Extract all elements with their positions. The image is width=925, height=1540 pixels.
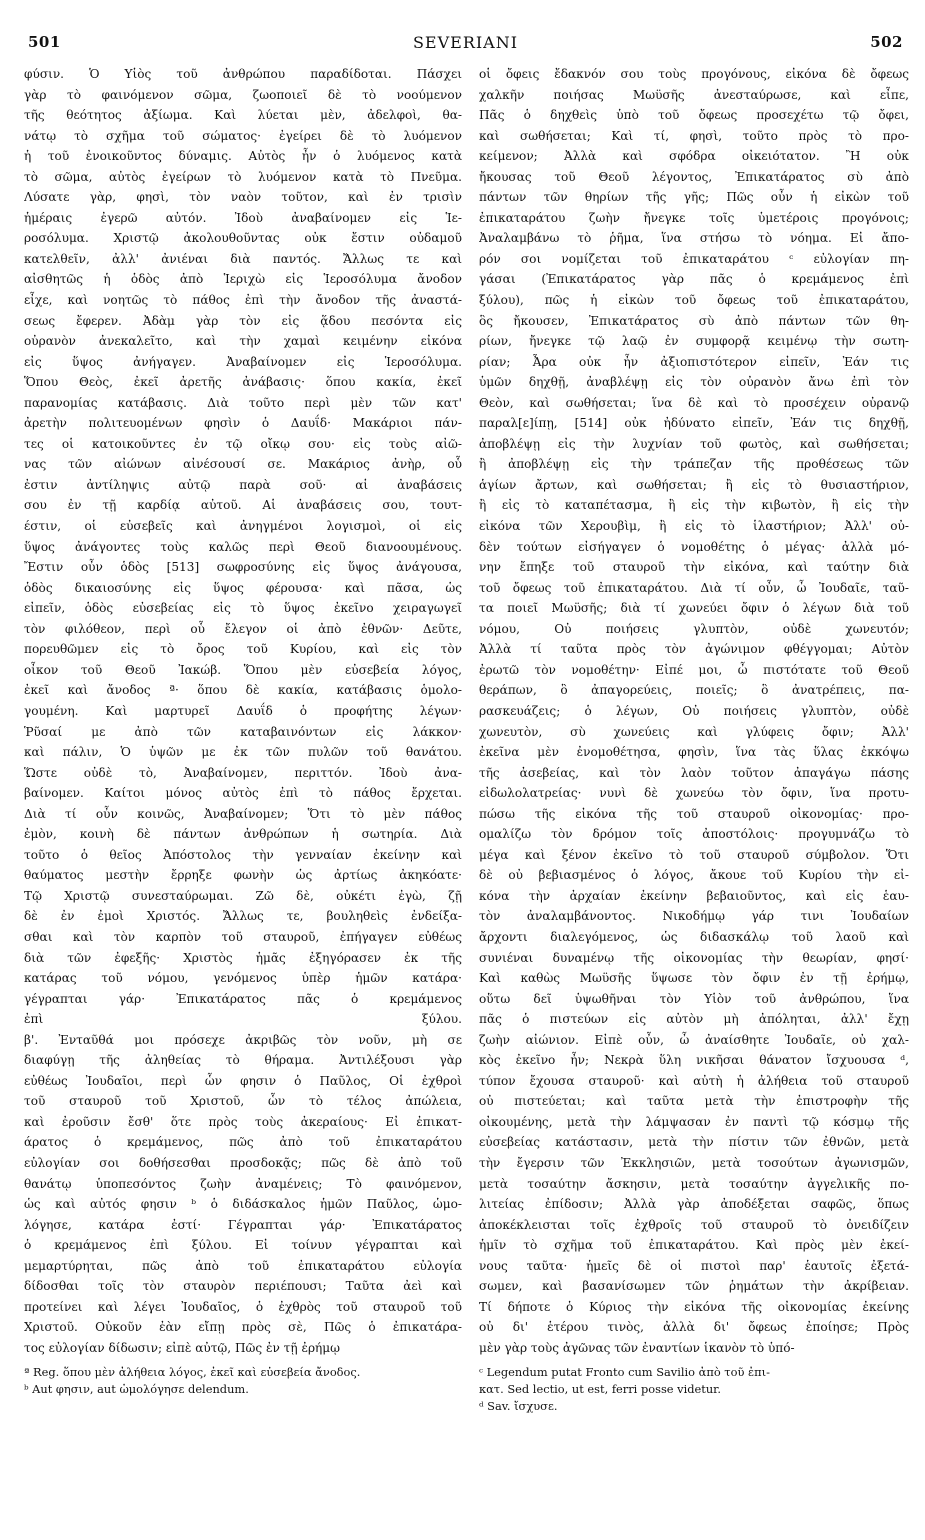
text-line: εἶχε, καὶ νοητῶς τὸ πάθος ἐπὶ τὴν ἄνοδον τῆς ἀναστά- <box>24 293 462 308</box>
text-line: εἰδωλολατρείας· νυνὶ δὲ χωνεύω τὸν ὄφιν, ἵνα προτυ- <box>479 786 909 801</box>
text-line: καὶ πάλιν, Ὁ ὑψῶν με ἐκ τῶν πυλῶν τοῦ θανάτου. <box>24 745 462 760</box>
text-line: οὐρανὸν ἀνεκαλεῖτο, καὶ τὴν χαμαὶ κειμένην εἰκόνα <box>24 334 462 349</box>
text-line: τύπον ἔχουσα σταυροῦ· καὶ αὐτὴ ἡ ἀλήθεια τοῦ σταυροῦ <box>479 1073 909 1088</box>
text-line: Χριστοῦ. Οὐκοῦν ἐὰν εἴπῃ πρὸς σὲ, Πῶς ὁ ἐπικατάρα- <box>24 1320 462 1335</box>
footnote: ᶜ Legendum putat Fronto cum Savilio ἀπὸ τοῦ ἐπι- <box>479 1365 770 1380</box>
text-line: ξύλου), πῶς ἡ εἰκὼν τοῦ ὄφεως τοῦ ἐπικαταράτου, <box>479 293 909 308</box>
text-line: Θεὸν, καὶ σωθήσεται; ἵνα δὲ καὶ τὸ προσέχειν οὐρανῷ <box>479 395 909 410</box>
text-line: Τί δήποτε ὁ Κύριος τὴν εἰκόνα τῆς οἰκονομίας ἐκείνης <box>479 1299 909 1314</box>
text-line: ἐπικαταράτου ζωὴν ἤνεγκε τοῖς ὑμετέροις προγόνοις; <box>479 210 909 225</box>
text-line: ἢ εἰς τὸ καταπέτασμα, ἢ εἰς τὴν κιβωτὸν, ἢ εἰς τὴν <box>479 498 909 513</box>
text-line: οὐ πιστεύεται; καὶ ταῦτα μετὰ τὴν ἐπιστροφὴν τῆς <box>479 1094 909 1109</box>
text-line: σου ἐν τῇ καρδίᾳ αὐτοῦ. Αἱ ἀναβάσεις σου, τουτ- <box>24 498 462 513</box>
text-line: λιτείας ἐπίδοσιν; Ἀλλὰ γὰρ ἀποδέξεται σαφῶς, ὅπως <box>479 1197 909 1212</box>
text-line: Ὥστε οὐδὲ τὸ, Ἀναβαίνομεν, περιττόν. Ἰδοὺ ἀνα- <box>24 765 462 780</box>
text-line: δίδοσθαι τοῖς τὸν σταυρὸν περιέπουσι; Ταῦτα ἀεὶ καὶ <box>24 1279 462 1294</box>
text-line: Καὶ καθὼς Μωϋσῆς ὕψωσε τὸν ὄφιν ἐν τῇ ἐρήμῳ, <box>479 971 909 986</box>
text-line: εἰπεῖν, ὁδὸς εὐσεβείας εἰς τὸ ὕψος ἐκεῖνο χειραγωγεῖ <box>24 601 462 616</box>
text-line: κατελθεῖν, ἀλλ' ἀνιέναι διὰ παντός. Ἄλλως τε καὶ <box>24 251 462 266</box>
text-line: οἱ ὄφεις ἔδακνόν σου τοὺς προγόνους, εἰκόνα δὲ ὄφεως <box>479 67 909 81</box>
text-line: αἰσθητῶς ἡ ὁδὸς ἀπὸ Ἱεριχὼ εἰς Ἱεροσόλυμα ἄνοδον <box>24 272 462 287</box>
text-line: τὸ σῶμα, αὐτὸς ἐγείρων τὸ λυόμενον κατὰ τὸ Πνεῦμα. <box>24 169 462 184</box>
text-line: ὕψος ἀνάγοντες τοὺς καλῶς περὶ Θεοῦ διανοουμένους. <box>24 539 462 554</box>
text-line: διαφύγῃ τῆς ἀληθείας τὸ θήραμα. Ἀντιλέξουσι γὰρ <box>24 1053 462 1068</box>
text-line: τος εὐλογίαν δίδωσιν; εἰπὲ αὐτῷ, Πῶς ἐν τῇ ἐρήμῳ <box>24 1340 341 1355</box>
text-line: τοῦτο ὁ θεῖος Ἀπόστολος τὴν γενναίαν ἐκείνην καὶ <box>24 847 462 862</box>
text-line: ἡμέραις ἐγερῶ αὐτόν. Ἰδοὺ ἀναβαίνομεν εἰς Ἱε- <box>24 210 462 225</box>
text-line: καὶ σωθήσεται; Καὶ τί, φησὶ, τοῦτο πρὸς τὸ προ- <box>479 128 909 143</box>
text-line: ρίαν; Ἆρα οὐκ ἦν ἀξιοπιστότερον εἰπεῖν, Ἐάν τις <box>479 354 909 369</box>
text-line: τες οἱ κατοικοῦντες ἐν τῷ οἴκῳ σου· εἰς τοὺς αἰῶ- <box>24 436 462 451</box>
text-line: οἶκον τοῦ Θεοῦ Ἰακώβ. Ὅπου μὲν εὐσεβεία λόγος, <box>24 662 462 677</box>
text-line: μὲν γὰρ τοὺς ἀγῶνας τῶν ἐναντίων ἱκανὸν τὸ ὑπό- <box>479 1340 795 1355</box>
text-line: ὡς καὶ αὐτός φησιν ᵇ ὁ διδάσκαλος ἡμῶν Παῦλος, ὡμο- <box>24 1197 462 1212</box>
text-line: καὶ ἐροῦσιν ἔσθ' ὅτε πρὸς τοὺς ἀκεραίους· Εἰ ἐπικατ- <box>24 1114 462 1129</box>
text-line: νόμου, Οὐ ποιήσεις γλυπτὸν, οὐδὲ χωνευτόν; <box>479 621 909 636</box>
column-gutter <box>468 64 469 1504</box>
text-line: τῆς ἀσεβείας, καὶ τὸν λαὸν τοῦτον ἀπαγάγω πάσης <box>479 765 909 780</box>
text-line: β'. Ἐνταῦθά μοι πρόσεχε ἀκριβῶς τὸν νοῦν, μὴ σε <box>24 1032 462 1047</box>
text-line: χαλκῆν ποιήσας Μωϋσῆς ἀνεσταύρωσε, καὶ εἶπε, <box>479 87 909 102</box>
text-line: νάτῳ τὸ σχῆμα τοῦ σώματος· ἐγείρει δὲ τὸ λυόμενον <box>24 128 462 143</box>
text-line: Τῷ Χριστῷ συνεσταύρωμαι. Ζῶ δὲ, οὐκέτι ἐγὼ, ζῇ <box>24 888 462 903</box>
running-title: SEVERIANI <box>412 33 519 52</box>
text-line: προτείνει καὶ λέγει Ἰουδαῖος, ὁ ἐχθρὸς τοῦ σταυροῦ τοῦ <box>24 1299 462 1314</box>
text-line: ἀρετὴν πολιτευομένων φησὶν ὁ Δαυΐδ· Μακάριοι πάν- <box>24 416 462 431</box>
text-line: τοῦ ὄφεως τοῦ ἐπικαταράτου. Διὰ τί οὖν, ὦ Ἰουδαῖε, ταῦ- <box>479 580 909 595</box>
text-line: δὲ ἐν ἐμοὶ Χριστός. Ἄλλως τε, βουληθεὶς ἐνδείξα- <box>24 909 462 924</box>
text-line: τα ποιεῖ Μωϋσῆς; διὰ τί χωνεύει ὄφιν ὁ λέγων διὰ τοῦ <box>479 601 909 616</box>
text-line: χωνευτὸν, σὺ χωνεύεις καὶ γλύφεις ὄφιν; Ἀλλ' <box>479 724 909 739</box>
text-line: τὴν ἔγερσιν τῶν Ἐκκλησιῶν, μετὰ τοσούτων ἀγωνισμῶν, <box>479 1155 909 1170</box>
text-line: εἰς ὕψος ἀνήγαγεν. Ἀναβαίνομεν εἰς Ἱεροσόλυμα. <box>24 354 462 369</box>
text-line: άρατος ὁ κρεμάμενος, πῶς ἀπὸ τοῦ ἐπικαταράτου <box>24 1135 462 1150</box>
text-line: γὰρ τὸ φαινόμενον σῶμα, ζωοποιεῖ δὲ τὸ νοούμενον <box>24 87 462 102</box>
text-line: βαίνομεν. Καίτοι μόνος αὐτὸς ἐπὶ τὸ πάθος ἔρχεται. <box>24 786 462 801</box>
text-line: πορευθῶμεν εἰς τὸ ὄρος τοῦ Κυρίου, καὶ εἰς τὸν <box>24 642 462 657</box>
text-line: νας τῶν αἰώνων αἰνέσουσί σε. Μακάριος ἀνὴρ, οὗ <box>24 457 462 472</box>
text-line: ἁγίων ἄρτων, καὶ σωθήσεται; ἢ εἰς τὸ θυσιαστήριον, <box>479 477 909 492</box>
text-line: γάσαι (Ἐπικατάρατος γὰρ πᾶς ὁ κρεμάμενος ἐπὶ <box>479 272 909 287</box>
text-line: νους ταῦτα· ἡμεῖς δὲ οἱ πιστοὶ παρ' ἑαυτοῖς ἐξετά- <box>479 1258 909 1273</box>
text-line: ἄρχοντι διαλεγόμενος, ὡς διδασκάλῳ τοῦ λαοῦ καὶ <box>479 929 909 944</box>
text-line: Ἀλλὰ τί ταῦτα πρὸς τὸν ἀγώνιμον φθέγγομαι; Αὐτὸν <box>479 642 909 657</box>
right-column <box>479 64 909 1415</box>
footnote: κατ. Sed lectio, ut est, ferri posse videtur. <box>479 1382 721 1397</box>
text-line: Πᾶς ὁ δηχθεὶς ὑπὸ τοῦ ὄφεως προσεχέτω τῷ ὄφει, <box>479 108 909 123</box>
text-line: Λύσατε γὰρ, φησὶ, τὸν ναὸν τοῦτον, καὶ ἐν τρισὶν <box>24 190 462 205</box>
text-line: ὁδὸς δικαιοσύνης εἰς ὕψος φέρουσα· καὶ πᾶσα, ὡς <box>24 580 462 595</box>
text-line: εὐθέως Ἰουδαῖοι, περὶ ὧν φησιν ὁ Παῦλος, Οἱ ἐχθροὶ <box>24 1073 462 1088</box>
text-line: Διὰ τί οὖν κοινῶς, Ἀναβαίνομεν; Ὅτι τὸ μὲν πάθος <box>24 806 462 821</box>
text-line: ἤκουσας τοῦ Θεοῦ λέγοντος, Ἐπικατάρατος σὺ ἀπὸ <box>479 169 909 184</box>
text-line: πώσω τῆς εἰκόνα τῆς τοῦ σταυροῦ οἰκονομίας· προ- <box>479 806 909 821</box>
text-line: ρίων, ἤνεγκε τῷ λαῷ ἐν συμφορᾷ κειμένῳ τὴν σωτη- <box>479 334 909 349</box>
footnote: ª Reg. ὅπου μὲν ἀλήθεια λόγος, ἐκεῖ καὶ εὐσεβεία ἄνοδος. <box>24 1365 361 1380</box>
text-line: εὐλογίαν σοι δοθήσεσθαι προσδοκᾷς; πῶς δὲ ἀπὸ τοῦ <box>24 1155 462 1170</box>
text-line: ἀποκέκλεισται τοῖς ἐχθροῖς τοῦ σταυροῦ τὸ ὀνειδίζειν <box>479 1217 909 1232</box>
text-line: παραλ[ε]ίπῃ, [514] οὐκ ἠδύνατο εἰπεῖν, Ἐάν τις δηχθῇ, <box>479 416 909 431</box>
text-line: ὑμῶν δηχθῇ, ἀναβλέψῃ εἰς τὸν οὐρανὸν ἄνω ἐπὶ τὸν <box>479 375 909 390</box>
text-line: θαύματος μεστὴν ἔρρηξε φωνὴν ὡς ἀρτίως ἀκηκόατε· <box>24 868 462 883</box>
text-line: εὐσεβείας κατάστασιν, μετὰ τὴν πίστιν τῶν ἐθνῶν, μετὰ <box>479 1135 909 1150</box>
text-line: νην ἔπηξε τοῦ σταυροῦ τὴν εἰκόνα, καὶ ταύτην διὰ <box>479 560 909 575</box>
text-line: φύσιν. Ὁ Υἱὸς τοῦ ἀνθρώπου παραδίδοται. Πάσχει <box>24 67 462 81</box>
text-line: κείμενον; Ἀλλὰ καὶ σφόδρα οἰκειότατον. Ἢ οὐκ <box>479 149 909 164</box>
text-line: έστιν, οἱ εὐσεβεῖς καὶ ἀνηγμένοι λογισμοὶ, οἱ εἰς <box>24 519 462 534</box>
text-line: ἡ τοῦ ἐνοικοῦντος δύναμις. Αὐτὸς ἦν ὁ λυόμενος κατὰ <box>24 149 462 164</box>
text-line: ὁ κρεμάμενος ἐπὶ ξύλου. Εἰ τοίνυν γέγραπται καὶ <box>24 1238 462 1253</box>
left-column <box>24 64 462 1398</box>
text-line: οὕτω δεῖ ὑψωθῆναι τὸν Υἱὸν τοῦ ἀνθρώπου, ἵνα <box>479 991 909 1006</box>
text-line: Ἀναλαμβάνω τὸ ῥῆμα, ἵνα στήσω τὸ νόημα. Εἰ ἄπο- <box>479 231 909 246</box>
text-line: ἐκεῖνα μὲν ἐνομοθέτησα, φησὶν, ἵνα τὰς ὕλας ἐκκόψω <box>479 745 909 760</box>
text-line: διὰ τῶν ἐφεξῆς· Χριστὸς ἡμᾶς ἐξηγόρασεν ἐκ τῆς <box>24 950 462 965</box>
text-line: κὸς ἐκεῖνο ἦν; Νεκρὰ ὕλη νικῆσαι θάνατον ἴσχυουσα ᵈ, <box>479 1053 909 1068</box>
text-line: θεράπων, ὃ ἀπαγορεύεις, ποιεῖς; ὃ ἀνατρέπεις, πα- <box>479 683 909 698</box>
text-line: παρανομίας κατάβασις. Διὰ τοῦτο περὶ μὲν τῶν κατ' <box>24 395 462 410</box>
text-line: σωμεν, καὶ βασανίσωμεν τῶν ῥημάτων τὴν ἀκρίβειαν. <box>479 1279 909 1294</box>
text-line: ζωὴν αἰώνιον. Εἰπὲ οὖν, ὦ ἀναίσθητε Ἰουδαῖε, οὐ χαλ- <box>479 1032 909 1047</box>
text-line: ρασκευάζεις; ὁ λέγων, Οὐ ποιήσεις γλυπτὸν, οὐδὲ <box>479 703 909 718</box>
text-line: κατάρας τοῦ νόμου, γενόμενος ὑπὲρ ἡμῶν κατάρα· <box>24 971 462 986</box>
text-line: ἡμῖν τὸ σχῆμα τοῦ ἐπικαταράτου. Καὶ πρὸς μὲν ἐκεί- <box>479 1238 909 1253</box>
text-line: μέγα καὶ ξένον ἐκεῖνο τὸ τοῦ σταυροῦ σύμβολον. Ὅτι <box>479 847 909 862</box>
text-line: δὲν τούτων εἰσήγαγεν ὁ νομοθέτης ὁ μέγας· ἀλλὰ μό- <box>479 539 909 554</box>
footnote: ᵇ Aut φησιν, aut ὡμολόγησε delendum. <box>24 1382 249 1397</box>
text-line: ἐρωτῶ τὸν νομοθέτην· Εἰπέ μοι, ὦ πιστότατε τοῦ Θεοῦ <box>479 662 909 677</box>
text-line: ἐστιν ἀντίληψις αὐτῷ παρὰ σοῦ· αἱ ἀναβάσεις <box>24 477 462 492</box>
text-line: ἢ ἀποβλέψῃ εἰς τὴν τράπεζαν τῆς προθέσεως τῶν <box>479 457 909 472</box>
text-line: γουμένη. Καὶ μαρτυρεῖ Δαυΐδ ὁ προφήτης λέγων· <box>24 703 462 718</box>
text-line: μετὰ τοσαύτην ἄσκησιν, μετὰ τοσαύτην ἀγγελικῆς πο- <box>479 1176 909 1191</box>
text-line: οὐ δι' ἑτέρου τινὸς, ἀλλὰ δι' ὄφεως ἐποίησε; Πρὸς <box>479 1320 909 1335</box>
text-line: τὸν ἀναλαμβάνοντος. Νικοδήμῳ γάρ τινι Ἰουδαίων <box>479 909 909 924</box>
running-header <box>28 33 903 59</box>
text-line: δὲ οὐ βεβιασμένος ὁ λόγος, ἄκουε τοῦ Κυρίου τὴν εἰ- <box>479 868 909 883</box>
text-line: μεμαρτύρηται, πῶς ἀπὸ τοῦ ἐπικαταράτου εὐλογία <box>24 1258 462 1273</box>
text-line: σεως ἔφερεν. Ἀδὰμ γὰρ τὸν εἰς ᾅδου πεσόντα εἰς <box>24 313 462 328</box>
text-line: εἰκόνα τῶν Χερουβὶμ, ἢ εἰς τὸ ἱλαστήριον; Ἀλλ' οὐ- <box>479 519 909 534</box>
text-line: ἀποβλέψῃ εἰς τὴν λυχνίαν τοῦ φωτὸς, καὶ σωθήσεται; <box>479 436 909 451</box>
page-number-right: 502 <box>870 33 903 51</box>
text-line: ὃς ἤκουσεν, Ἐπικατάρατος σὺ ἀπὸ πάντων τῶν θη- <box>479 313 909 328</box>
text-line: οἰκουμένης, μετὰ τὴν λάμψασαν ἐν παντὶ τῷ κόσμῳ τῆς <box>479 1114 909 1129</box>
text-line: συνιέναι δυναμένῳ τῆς οἰκονομίας τὴν θεωρίαν, φησί· <box>479 950 909 965</box>
page-number-left: 501 <box>28 33 61 51</box>
text-line: τοῦ σταυροῦ τοῦ Χριστοῦ, ὧν τὸ τέλος ἀπώλεια, <box>24 1094 462 1109</box>
text-line: πάντων τῶν θηρίων τῆς γῆς; Πῶς οὖν ἡ εἰκὼν τοῦ <box>479 190 909 205</box>
text-line: πᾶς ὁ πιστεύων εἰς αὐτὸν μὴ ἀπόληται, ἀλλ' ἔχῃ <box>479 1012 909 1027</box>
text-line: τὸν φιλόθεον, περὶ οὗ ἔλεγον οἱ ἀπὸ ἐθνῶν· Δεῦτε, <box>24 621 462 636</box>
text-line: ρόν σοι νομίζεται τοῦ ἐπικαταράτου ᶜ εὐλογίαν πη- <box>479 251 909 266</box>
text-line: γέγραπται γάρ· Ἐπικατάρατος πᾶς ὁ κρεμάμενος <box>24 991 462 1006</box>
text-line: Ἔστιν οὖν ὁδὸς [513] σωφροσύνης εἰς ὕψος ἀνάγουσα, <box>24 560 462 575</box>
text-line: τῆς θεότητος ἀξίωμα. Καὶ λύεται μὲν, ἀδελφοὶ, θα- <box>24 108 462 123</box>
text-line: λόγησε, κατάρα ἐστί· Γέγραπται γάρ· Ἐπικατάρατος <box>24 1217 462 1232</box>
text-line: κόνα τὴν ἀρχαίαν ἐκείνην βεβαιοῦντος, καὶ εἰς ἑαυ- <box>479 888 909 903</box>
text-line: Ὅπου Θεὸς, ἐκεῖ ἀρετῆς ἀνάβασις· ὅπου κακία, ἐκεῖ <box>24 375 462 390</box>
text-line: ἐκεῖ καὶ ἄνοδος ª· ὅπου δὲ κακία, κατάβασις ὁμολο- <box>24 683 462 698</box>
text-line: ροσόλυμα. Χριστῷ ἀκολουθοῦντας οὐκ ἔστιν οὐδαμοῦ <box>24 231 462 246</box>
text-line: ἐμὸν, κοινὴ δὲ πάντων ἀνθρώπων ἡ σωτηρία. Διὰ <box>24 827 462 842</box>
footnote: ᵈ Sav. ἴσχυσε. <box>479 1399 558 1414</box>
text-line: θανάτῳ ὑποπεσόντος ζωὴν ἀναμένεις; Τὸ φαινόμενον, <box>24 1176 462 1191</box>
text-line: ομαλίζω τὸν δρόμον τοῖς ἀποστόλοις· προγυμνάζω τὸ <box>479 827 909 842</box>
text-line: σθαι καὶ τὸν καρπὸν τοῦ σταυροῦ, ἐπήγαγεν εὐθέως <box>24 929 462 944</box>
text-line: Ῥῦσαί με ἀπὸ τῶν καταβαινόντων εἰς λάκκον· <box>24 724 462 739</box>
text-line: ἐπὶ ξύλου. <box>24 1012 462 1027</box>
